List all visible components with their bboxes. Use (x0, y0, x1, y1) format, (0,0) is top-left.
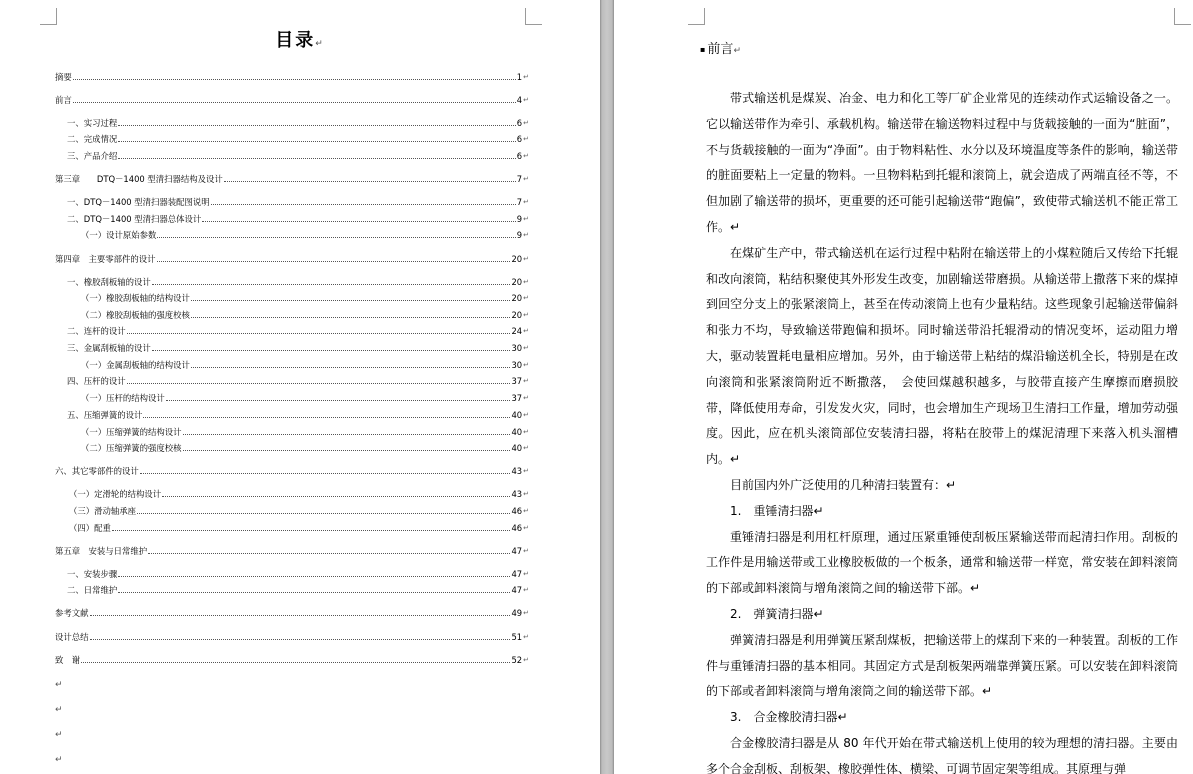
paragraph-mark: ↵ (523, 411, 529, 419)
toc-entry-page: 43 (511, 466, 523, 476)
toc-leader-dots (152, 350, 511, 351)
toc-entry-page: 6 (516, 118, 523, 128)
paragraph-mark: ↵ (523, 467, 529, 475)
toc-entry-page: 1 (516, 72, 523, 82)
toc-leader-dots (81, 662, 510, 663)
toc-leader-dots (166, 400, 511, 401)
toc-leader-dots (118, 576, 510, 577)
paragraph-mark: ↵ (523, 428, 529, 436)
toc-leader-dots (157, 261, 511, 262)
toc-entry[interactable] (67, 131, 529, 145)
toc-entry-label: 一、安装步骤 (67, 569, 118, 579)
toc-title (0, 26, 600, 52)
toc-entry-label: （一）定滑轮的结构设计 (69, 489, 162, 499)
paragraph-mark: ↵ (523, 311, 529, 319)
toc-entry-page: 37 (511, 393, 523, 403)
toc-entry[interactable] (55, 251, 529, 265)
paragraph-mark: ↵ (523, 394, 529, 402)
toc-leader-dots (183, 450, 511, 451)
toc-leader-dots (162, 496, 510, 497)
toc-entry-label: （一）金属刮板轴的结构设计 (81, 360, 190, 370)
paragraph-mark: ↵ (523, 152, 529, 160)
toc-entry-page: 20 (511, 254, 523, 264)
toc-entry-page: 46 (511, 523, 523, 533)
toc-entry[interactable] (55, 171, 529, 185)
preface-paragraph: 弹簧清扫器是利用弹簧压紧刮煤板，把输送带上的煤刮下来的一种装置。刮板的工作件与重锤清扫器的基本相同。其固定方式是刮板架两端靠弹簧压紧。可以安装在卸料滚筒的下部或者卸料滚筒与增角滚筒之间的输送带下部。↵ (706, 632, 1178, 699)
toc-entry-label: （一）橡胶刮板轴的结构设计 (81, 293, 190, 303)
toc-entry-page: 51 (511, 632, 523, 642)
toc-entry-label: 三、金属刮板轴的设计 (67, 343, 151, 353)
toc-entry-page: 40 (511, 410, 523, 420)
toc-entry-page: 40 (511, 427, 523, 437)
preface-page (614, 0, 1193, 774)
toc-entry[interactable] (67, 407, 529, 421)
toc-leader-dots (137, 513, 510, 514)
toc-entry-label: 三、产品介绍 (67, 151, 118, 161)
toc-entry-label: （一）压缩弹簧的结构设计 (81, 427, 182, 437)
toc-entry-page: 47 (511, 585, 523, 595)
toc-entry[interactable] (67, 194, 529, 208)
toc-leader-dots (112, 530, 511, 531)
toc-entry-label: （四）配重 (69, 523, 111, 533)
toc-entry-page: 7 (516, 197, 523, 207)
empty-paragraph-mark: ↵ (55, 705, 63, 715)
toc-entry[interactable] (67, 148, 529, 162)
toc-leader-dots (90, 639, 511, 640)
toc-entry-label: 二、完成情况 (67, 134, 118, 144)
toc-leader-dots (127, 383, 511, 384)
toc-leader-dots (191, 300, 511, 301)
toc-entry-page: 37 (511, 376, 523, 386)
paragraph-mark: ↵ (523, 327, 529, 335)
paragraph-mark: ↵ (523, 377, 529, 385)
toc-entry[interactable] (81, 424, 529, 438)
toc-entry-page: 9 (516, 230, 523, 240)
toc-entry-label: 第五章 安装与日常维护 (55, 546, 148, 556)
toc-entry-page: 20 (511, 293, 523, 303)
paragraph-mark: ↵ (523, 96, 529, 104)
toc-entry-label: 一、实习过程 (67, 118, 118, 128)
paragraph-mark: ↵ (523, 294, 529, 302)
toc-entry-label: 设计总结 (55, 632, 89, 642)
toc-entry-label: 摘要 (55, 72, 72, 82)
toc-entry[interactable] (55, 92, 529, 106)
paragraph-mark: ↵ (523, 633, 529, 641)
toc-entry-label: （一）压杆的结构设计 (81, 393, 165, 403)
toc-entry-page: 46 (511, 506, 523, 516)
paragraph-mark: ↵ (523, 490, 529, 498)
preface-paragraph: 2. 弹簧清扫器↵ (730, 606, 824, 621)
toc-leader-dots (73, 79, 516, 80)
preface-paragraph: 在煤矿生产中，带式输送机在运行过程中粘附在输送带上的小煤粒随后又传给下托辊和改向滚筒，粘结积聚使其外形发生改变，加剧输送带磨损。从输送带上撒落下来的煤掉到回空分支上的张紧滚筒上，甚至在传动滚筒上也有少量粘结。这些现象引起输送带偏斜和张力不均，导致输送带跑偏和损坏。同时输送带沿托辊滑动的情况变坏，运动阻力增大，驱动装置耗电量相应增加。另外，由于输送带上粘结的煤沿输送机全长，特别是在改向滚筒和张紧滚筒附近不断撒落， 会使回煤越积越多，与胶带直接产生摩擦而磨损胶带，降低使用寿命，引发发火灾，同时，也会增加生产现场卫生清扫工作量，增加劳动强度。因此，应在机头滚筒部位安装清扫器，将粘在胶带上的煤泥清理下来落入机头溜槽内。↵ (706, 245, 1178, 467)
margin-corner-mark (525, 8, 542, 25)
toc-entry[interactable] (81, 357, 529, 371)
toc-leader-dots (191, 367, 511, 368)
toc-entry-page: 47 (511, 569, 523, 579)
toc-title-text: 目录 (275, 30, 316, 51)
paragraph-mark: ↵ (523, 255, 529, 263)
toc-entry[interactable] (67, 566, 529, 580)
toc-leader-dots (118, 125, 516, 126)
paragraph-mark: ↵ (523, 361, 529, 369)
toc-leader-dots (152, 284, 511, 285)
paragraph-mark: ↵ (733, 46, 741, 56)
toc-entry-page: 24 (511, 326, 523, 336)
paragraph-mark: ↵ (523, 586, 529, 594)
margin-corner-mark (1174, 8, 1191, 25)
preface-heading (700, 38, 741, 57)
toc-entry-label: （二）橡胶刮板轴的强度校核 (81, 310, 190, 320)
toc-leader-dots (90, 615, 511, 616)
toc-leader-dots (127, 333, 511, 334)
paragraph-mark: ↵ (523, 570, 529, 578)
preface-paragraph: 1. 重锤清扫器↵ (730, 503, 824, 518)
toc-entry-label: 参考文献 (55, 608, 89, 618)
toc-entry-label: 二、DTQ－1400 型清扫器总体设计 (67, 214, 202, 224)
toc-entry-page: 30 (511, 343, 523, 353)
preface-paragraph: 目前国内外广泛使用的几种清扫装置有：↵ (730, 477, 957, 492)
paragraph-mark: ↵ (523, 656, 529, 664)
toc-entry[interactable] (67, 373, 529, 387)
toc-leader-dots (211, 204, 516, 205)
toc-entry-label: 五、压缩弹簧的设计 (67, 410, 143, 420)
empty-paragraph-mark: ↵ (55, 730, 63, 740)
toc-entry[interactable] (81, 390, 529, 404)
toc-leader-dots (202, 221, 516, 222)
toc-entry-page: 6 (516, 134, 523, 144)
preface-paragraph: 合金橡胶清扫器是从 80 年代开始在带式输送机上使用的较为理想的清扫器。主要由多个合金刮板、刮板架、橡胶弹性体、横梁、可调节固定架等组成。其原理与弹 (706, 735, 1178, 774)
preface-paragraph: 重锤清扫器是利用杠杆原理，通过压紧重锤使刮板压紧输送带而起清扫作用。刮板的工作件是用输送带或工业橡胶板做的一个板条，通常和输送带一样宽，常安装在卸料滚筒的下部或卸料滚筒与增角滚筒之间的输送带下部。↵ (706, 529, 1178, 596)
toc-entry[interactable] (67, 211, 529, 225)
paragraph-mark: ↵ (523, 198, 529, 206)
paragraph-mark: ↵ (523, 215, 529, 223)
toc-entry[interactable] (69, 486, 529, 500)
toc-entry[interactable] (55, 543, 529, 557)
preface-heading-text: 前言 (707, 42, 734, 57)
toc-entry-page: 52 (511, 655, 523, 665)
toc-entry[interactable] (55, 605, 529, 619)
preface-paragraph: 带式输送机是煤炭、冶金、电力和化工等厂矿企业常见的连续动作式运输设备之一。它以输送带作为牵引、承载机构。输送带在输送物料过程中与货载接触的一面为“脏面”，不与货载接触的一面为“净面”。由于物料粘性、水分以及环境温度等条件的影响，输送带的脏面要粘上一定量的物料。一旦物料粘到托辊和滚筒上，就会造成了两端直径不等，不但加剧了输送带的损坏，更重要的还可能引起输送带“跑偏”，致使带式输送机不能正常工作。↵ (706, 91, 1178, 234)
toc-entry[interactable] (67, 274, 529, 288)
toc-entry[interactable] (55, 69, 529, 83)
toc-entry-page: 49 (511, 608, 523, 618)
toc-entry[interactable] (81, 307, 529, 321)
paragraph-mark: ↵ (523, 175, 529, 183)
paragraph-mark: ↵ (523, 609, 529, 617)
margin-corner-mark (40, 8, 57, 25)
paragraph-mark: ↵ (523, 344, 529, 352)
toc-entry-label: 致 谢 (55, 655, 81, 665)
toc-leader-dots (191, 317, 511, 318)
toc-entry-label: 一、DTQ－1400 型清扫器装配图说明 (67, 197, 210, 207)
toc-leader-dots (73, 102, 516, 103)
toc-leader-dots (118, 158, 516, 159)
toc-entry-label: 第四章 主要零部件的设计 (55, 254, 156, 264)
empty-paragraph-mark: ↵ (55, 755, 63, 765)
toc-entry-page: 43 (511, 489, 523, 499)
toc-leader-dots (148, 553, 510, 554)
toc-entry-label: 第三章 DTQ－1400 型清扫器结构及设计 (55, 174, 223, 184)
toc-entry-page: 40 (511, 443, 523, 453)
toc-entry-page: 7 (516, 174, 523, 184)
paragraph-mark: ↵ (523, 278, 529, 286)
paragraph-mark: ↵ (523, 524, 529, 532)
paragraph-mark: ↵ (523, 231, 529, 239)
toc-entry[interactable] (55, 463, 529, 477)
toc-entry-label: （一）设计原始参数 (81, 230, 157, 240)
toc-entry-label: （三）滑动轴承座 (69, 506, 136, 516)
toc-entry-label: 六、其它零部件的设计 (55, 466, 139, 476)
toc-leader-dots (224, 181, 516, 182)
toc-entry-label: 二、连杆的设计 (67, 326, 126, 336)
toc-entry[interactable] (67, 582, 529, 596)
paragraph-mark: ↵ (523, 444, 529, 452)
toc-leader-dots (118, 592, 510, 593)
toc-entry[interactable] (55, 652, 529, 666)
toc-leader-dots (140, 473, 511, 474)
toc-entry[interactable] (67, 115, 529, 129)
paragraph-mark: ↵ (523, 507, 529, 515)
toc-leader-dots (143, 417, 510, 418)
toc-entry-page: 20 (511, 277, 523, 287)
toc-entry[interactable] (67, 340, 529, 354)
toc-entry-page: 30 (511, 360, 523, 370)
empty-paragraph-mark: ↵ (55, 680, 63, 690)
toc-entry-page: 20 (511, 310, 523, 320)
paragraph-mark: ↵ (315, 39, 325, 49)
toc-entry[interactable] (55, 629, 529, 643)
toc-entry[interactable] (81, 290, 529, 304)
toc-entry-label: 四、压杆的设计 (67, 376, 126, 386)
toc-entry-label: 一、橡胶刮板轴的设计 (67, 277, 151, 287)
margin-corner-mark (688, 8, 705, 25)
toc-leader-dots (157, 237, 515, 238)
toc-entry[interactable] (69, 503, 529, 517)
toc-entry-label: 前言 (55, 95, 72, 105)
paragraph-mark: ↵ (523, 119, 529, 127)
list-bullet-icon: ▪ (700, 45, 706, 54)
toc-entry-page: 9 (516, 214, 523, 224)
toc-entry-page: 6 (516, 151, 523, 161)
toc-leader-dots (183, 434, 511, 435)
toc-entry[interactable] (69, 520, 529, 534)
paragraph-mark: ↵ (523, 135, 529, 143)
toc-entry[interactable] (81, 440, 529, 454)
toc-entry[interactable] (67, 323, 529, 337)
paragraph-mark: ↵ (523, 547, 529, 555)
paragraph-mark: ↵ (523, 73, 529, 81)
page-gap (600, 0, 614, 774)
toc-entry[interactable] (81, 227, 529, 241)
toc-entry-label: 二、日常维护 (67, 585, 118, 595)
toc-entry-page: 4 (516, 95, 523, 105)
preface-paragraph: 3. 合金橡胶清扫器↵ (730, 710, 848, 725)
toc-entry-page: 47 (511, 546, 523, 556)
toc-entry-label: （二）压缩弹簧的强度校核 (81, 443, 182, 453)
preface-body (706, 86, 1178, 774)
toc-leader-dots (118, 141, 516, 142)
